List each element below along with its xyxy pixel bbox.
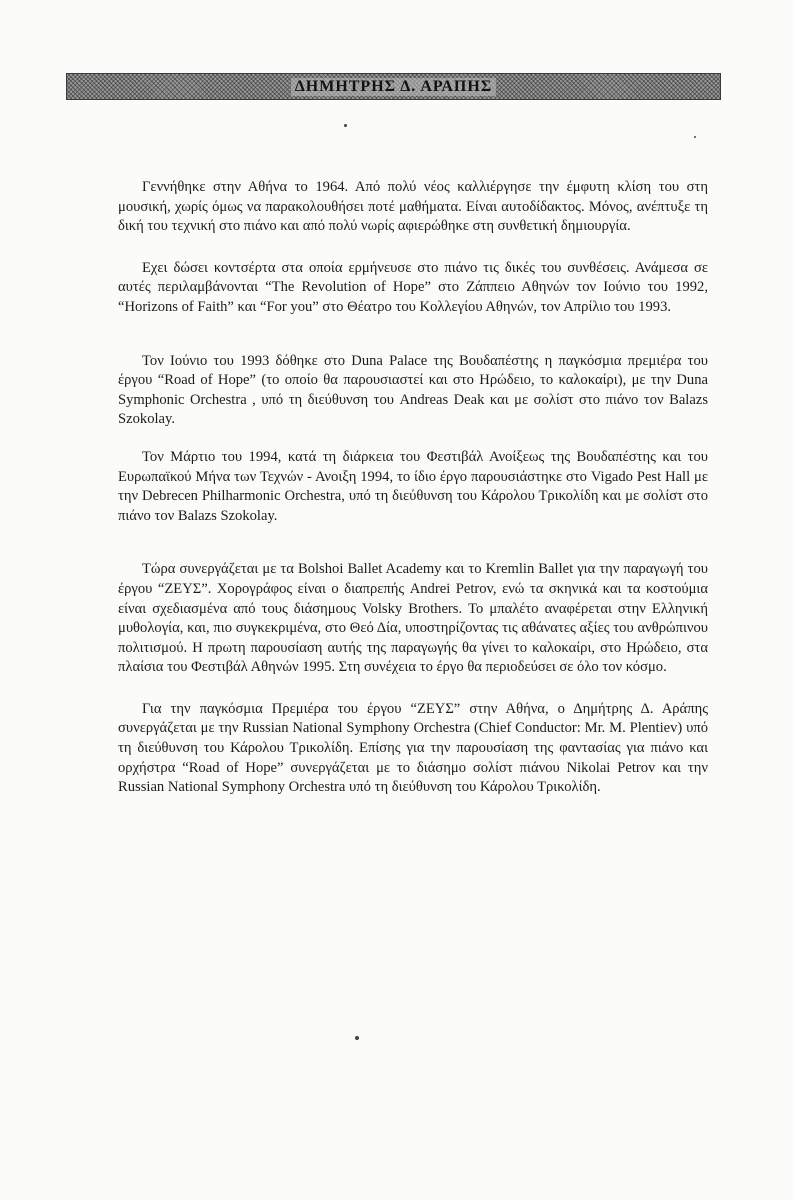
page-title: ΔΗΜΗΤΡΗΣ Δ. ΑΡΑΠΗΣ: [291, 78, 497, 96]
paragraph-athens-premiere: Για την παγκόσμια Πρεμιέρα του έργου “ΖΕΥΣ” στην Αθήνα, ο Δημήτρης Δ. Αράπης συνεργάζεται με την Russian National Symphony Orchestra (Chief Conductor: Mr. M. Plentiev) υπό τη διεύθυνση του Κάρολου Τρικολίδη. Επίσης για την παρουσίαση της φαντασίας για πιάνο και ορχήστρα “Road of Hope” συνεργάζεται με το διάσημο σολίστ πιάνου Nikolai Petrov και την Russian National Symphony Orchestra υπό τη διεύθυνση του Κάρολου Τρικολίδη.: [118, 700, 708, 796]
paragraph-zeus-ballet: Τώρα συνεργάζεται με τα Bolshoi Ballet Academy και το Kremlin Ballet για την παραγωγή του έργου “ΖΕΥΣ”. Χορογράφος είναι ο διαπρεπής Andrei Petrov, ενώ τα σκηνικά και τα κοστούμια είναι σχεδιασμένα από τους διάσημους Volsky Brothers. Το μπαλέτο αναφέρεται στην Ελληνική μυθολογία, και, πιο συγκεκριμένα, στο Θεό Δία, υποστηρίζοντας τις αθάνατες αξίες του ανθρώπινου πολιτισμού. Η πρωτη παρουσίαση αυτής της παραγωγής θα γίνει το καλοκαίρι, στο Ηρώδειο, στα πλαίσια του Φεστιβάλ Αθηνών 1995. Στη συνέχεια το έργο θα περιοδεύσει σε όλο τον κόσμο.: [118, 561, 708, 676]
print-speck: [694, 136, 696, 138]
header-banner: [66, 73, 721, 100]
print-speck: [355, 1036, 359, 1040]
paragraph-budapest-premiere: Τον Ιούνιο του 1993 δόθηκε στο Duna Palace της Βουδαπέστης η παγκόσμια πρεμιέρα του έργου “Road of Hope” (το οποίο θα παρουσιαστεί και στο Ηρώδειο, το καλοκαίρι), με την Duna Symphonic Orchestra , υπό τη διεύθυνση του Andreas Deak και με σολίστ στο πιάνο τον Balazs Szokolay.: [118, 352, 708, 428]
paragraph-spring-festival: Τον Μάρτιο του 1994, κατά τη διάρκεια του Φεστιβάλ Ανοίξεως της Βουδαπέστης και του Ευρωπαϊκού Μήνα των Τεχνών - Ανοιξη 1994, το ίδιο έργο παρουσιάστηκε στο Vigado Pest Hall με την Debrecen Philharmonic Orchestra, υπό τη διεύθυνση του Κάρολου Τρικολίδη και με σολίστ στο πιάνο τον Balazs Szokolay.: [118, 448, 708, 524]
paragraph-concerts: Εχει δώσει κοντσέρτα στα οποία ερμήνευσε στο πιάνο τις δικές του συνθέσεις. Ανάμεσα σε αυτές περιλαμβάνονται “The Revolution of Hope” στο Ζάππειο Αθηνών τον Ιούνιο του 1992, “Horizons of Faith” και “For you” στο Θέατρο του Κολλεγίου Αθηνών, τον Απρίλιο του 1993.: [118, 259, 708, 315]
paragraph-early-life: Γεννήθηκε στην Αθήνα το 1964. Από πολύ νέος καλλιέργησε την έμφυτη κλίση του στη μουσική, χωρίς όμως να παρακολουθήσει ποτέ μαθήματα. Είναι αυτοδίδακτος. Μόνος, ανέπτυξε τη δική του τεχνική στο πιάνο και από πολύ νωρίς αφιερώθηκε στη συνθετική δημιουργία.: [118, 179, 708, 235]
biography-text: [118, 178, 708, 798]
print-speck: [344, 124, 347, 127]
